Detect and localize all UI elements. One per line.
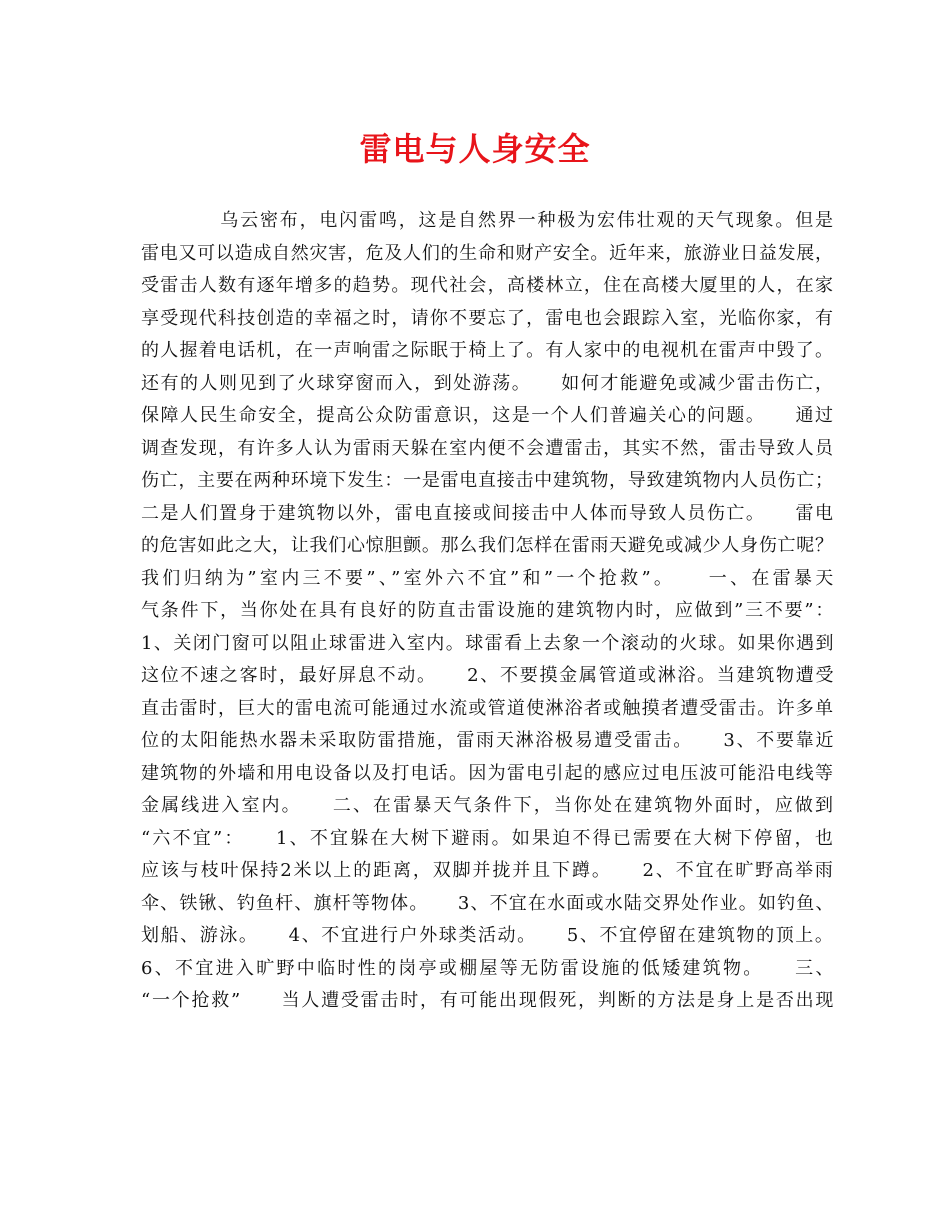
body-line: “一个抢救” 当人遭受雷击时，有可能出现假死，判断的方法是身上是否出现 [141,990,836,1011]
body-line: 划船、游泳。 4、不宜进行户外球类活动。 5、不宜停留在建筑物的顶上。 [141,925,835,946]
body-line: “六不宜”： 1、不宜躲在大树下避雨。如果迫不得已需要在大树下停留，也 [141,827,836,849]
document-title: 雷电与人身安全 [359,130,591,168]
body-line: 这位不速之客时，最好屏息不动。 2、不要摸金属管道或淋浴。当建筑物遭受 [141,665,836,686]
document-body [141,205,837,1018]
body-line: 我们归纳为”室内三不要”、”室外六不宜”和”一个抢救”。 一、在雷暴天 [141,567,837,589]
body-line: 应该与枝叶保持2米以上的距离，双脚并拢并且下蹲。 2、不宜在旷野高举雨 [141,860,835,881]
body-line: 1、关闭门窗可以阻止球雷进入室内。球雷看上去象一个滚动的火球。如果你遇到 [141,632,835,654]
body-line: 气条件下，当你处在具有良好的防直击雷设施的建筑物内时，应做到”三不要”： [141,600,836,621]
body-line: 还有的人则见到了火球穿窗而入，到处游荡。 如何才能避免或减少雷击伤亡， [141,372,835,394]
body-line: 位的太阳能热水器未采取防雷措施，雷雨天淋浴极易遭受雷击。 3、不要靠近 [141,730,836,751]
body-line: 直击雷时，巨大的雷电流可能通过水流或管道使淋浴者或触摸者遭受雷击。许多单 [141,697,835,719]
body-line: 伞、铁锹、钓鱼杆、旗杆等物体。 3、不宜在水面或水陆交界处作业。如钓鱼、 [141,892,835,914]
body-line: 金属线进入室内。 二、在雷暴天气条件下，当你处在建筑物外面时，应做到 [141,795,836,816]
body-line: 调查发现，有许多人认为雷雨天躲在室内便不会遭雷击，其实不然，雷击导致人员 [141,437,835,459]
body-line: 的人握着电话机，在一声响雷之际眠于椅上了。有人家中的电视机在雷声中毁了。 [141,340,835,361]
body-line: 6、不宜进入旷野中临时性的岗亭或棚屋等无防雷设施的低矮建筑物。 三、 [141,957,836,979]
body-line: 保障人民生命安全，提高公众防雷意识，这是一个人们普遍关心的问题。 通过 [141,405,835,426]
body-line: 的危害如此之大，让我们心惊胆颤。那么我们怎样在雷雨天避免或减少人身伤亡呢？ [141,535,834,556]
body-line: 享受现代科技创造的幸福之时，请你不要忘了，雷电也会跟踪入室，光临你家，有 [141,307,835,329]
body-line: 受雷击人数有逐年增多的趋势。现代社会，高楼林立，住在高楼大厦里的人，在家 [141,275,835,296]
body-line: 建筑物的外墙和用电设备以及打电话。因为雷电引起的感应过电压波可能沿电线等 [141,762,835,784]
body-line: 雷电又可以造成自然灾害，危及人们的生命和财产安全。近年来，旅游业日益发展， [141,242,834,264]
body-line: 伤亡，主要在两种环境下发生：一是雷电直接击中建筑物，导致建筑物内人员伤亡； [141,470,834,491]
body-line: 二是人们置身于建筑物以外，雷电直接或间接击中人体而导致人员伤亡。 雷电 [141,502,835,524]
body-line: 乌云密布，电闪雷鸣，这是自然界一种极为宏伟壮观的天气现象。但是 [141,210,835,231]
